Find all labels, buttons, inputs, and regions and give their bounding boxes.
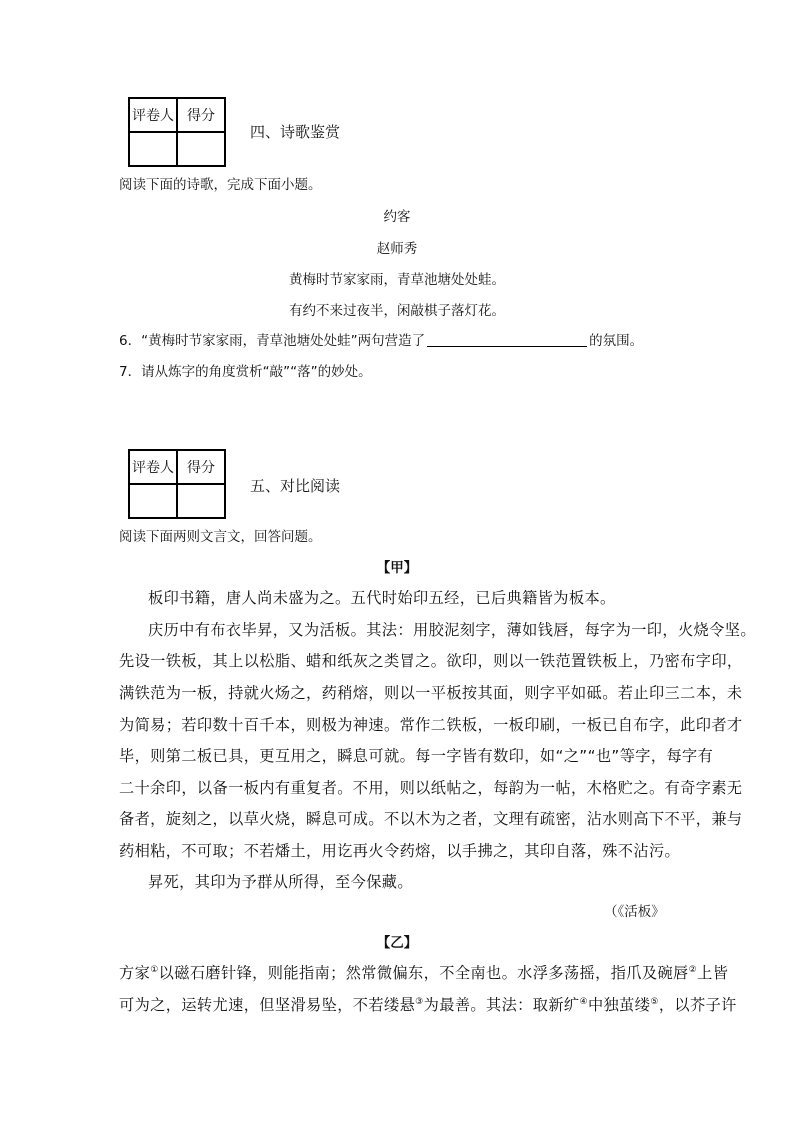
question-6-blank[interactable] [427,332,587,347]
yi-text: 以磁石磨针锋，则能指南；然常微偏东，不全南也。水浮多荡摇，指爪及碗唇 [158,964,689,982]
jia-line: 二十余印，以备一板内有重复者。不用，则以纸帖之，每韵为一帖，木格贮之。有奇字素无 [119,779,743,797]
question-7: 7．请从炼字的角度赏析“敲”“落”的妙处。 [119,364,372,380]
score-cell[interactable] [177,484,225,518]
poem-line-1: 黄梅时节家家雨，青草池塘处处蛙。 [289,272,505,288]
poem-line-2: 有约不来过夜半，闲敲棋子落灯花。 [289,303,505,319]
passage-yi-heading: 【乙】 [376,935,418,951]
yi-text: 上皆 [697,964,729,982]
section4-title: 四、诗歌鉴赏 [250,123,341,141]
footnote-marker: ⑤ [650,996,659,1007]
yi-line-1 [119,962,728,983]
yi-text: 方家 [119,964,151,982]
question-6 [119,329,643,349]
section5-instruction: 阅读下面两则文言文，回答问题。 [119,529,322,545]
jia-line: 备者，旋刻之，以草火烧，瞬息可成。不以木为之者，文理有疏密，沾水则高下不平，兼与 [119,810,743,828]
jia-line: 毕，则第二板已具，更互用之，瞬息可就。每一字皆有数印，如“之”“也”等字，每字有 [119,747,714,765]
passage-jia-heading: 【甲】 [376,560,418,576]
jia-line: 先设一铁板，其上以松脂、蜡和纸灰之类冒之。欲印，则以一铁范置铁板上，乃密布字印， [119,652,743,670]
passage-jia-source: （《活板》 [604,904,665,920]
question-6-text: 6．“黄梅时节家家雨，青草池塘处处蛙”两句营造了 [119,333,426,349]
jia-line: 庆历中有布衣毕昇，又为活板。其法：用胶泥刻字，薄如钱唇，每字为一印，火烧令坚。 [148,621,756,639]
poem-title: 约客 [383,209,411,225]
footnote-marker: ③ [415,996,424,1007]
yi-text: 可为之，运转尤速，但坚滑易坠，不若缕悬 [119,996,416,1014]
jia-line: 板印书籍，唐人尚未盛为之。五代时始印五经，已后典籍皆为板本。 [148,589,616,607]
score-table-section4 [128,97,226,167]
jia-line: 为简易；若印数十百千本，则极为神速。常作二铁板，一板印刷，一板已自布字，此印者才 [119,716,743,734]
footnote-marker: ④ [579,996,588,1007]
yi-text: 中独茧缕 [587,996,651,1014]
footnote-marker: ① [150,964,159,975]
footnote-marker: ② [688,964,698,975]
section5-title: 五、对比阅读 [250,477,341,495]
grader-cell[interactable] [129,132,177,166]
poem-author: 赵师秀 [376,241,418,257]
section4-instruction: 阅读下面的诗歌，完成下面小题。 [119,177,322,193]
jia-line: 药相粘，不可取；不若燔土，用讫再火令药熔，以手拂之，其印自落，殊不沾污。 [119,842,681,860]
score-cell[interactable] [177,132,225,166]
question-6-suffix: 的氛围。 [589,333,644,349]
yi-line-2 [119,994,737,1015]
grader-cell[interactable] [129,484,177,518]
jia-line: 满铁范为一板，持就火炀之，药稍熔，则以一平板按其面，则字平如砥。若止印三二本，未 [119,684,743,702]
grader-header: 评卷人 [129,450,177,484]
score-table-section5 [128,449,226,519]
yi-text: ，以芥子许 [658,996,737,1014]
score-header: 得分 [177,98,225,132]
score-header: 得分 [177,450,225,484]
jia-line: 昇死，其印为予群从所得，至今保藏。 [148,873,413,891]
grader-header: 评卷人 [129,98,177,132]
yi-text: 为最善。其法：取新纩 [423,996,580,1014]
